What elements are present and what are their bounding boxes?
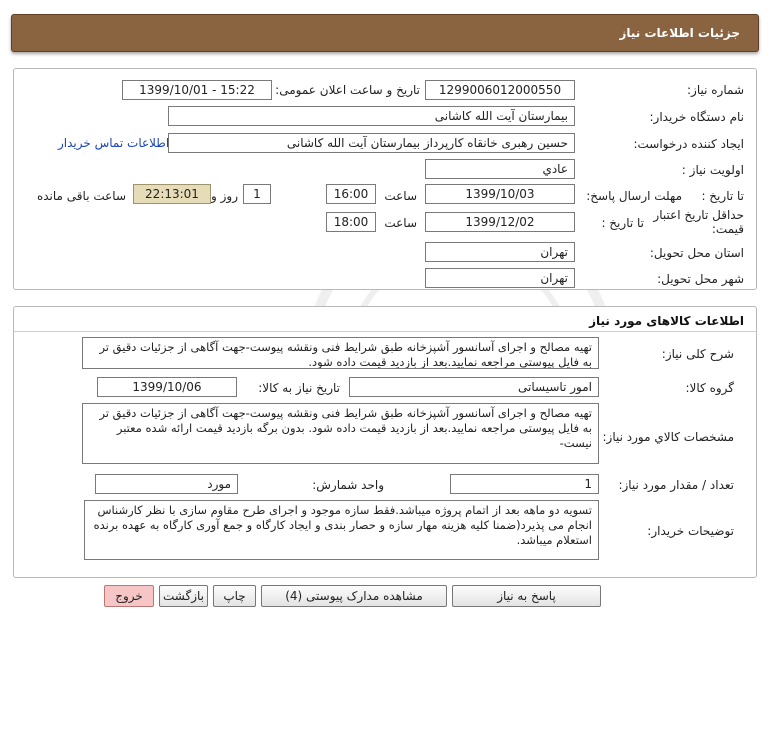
buyer-org-field: بیمارستان آیت الله کاشانی	[168, 106, 575, 126]
goods-section-title: اطلاعات کالاهای مورد نیاز	[589, 314, 744, 328]
send-to-date-label: تا تاریخ :	[701, 189, 744, 203]
goods-divider	[14, 331, 756, 332]
page-header	[11, 14, 759, 52]
days-label: روز و	[211, 189, 238, 203]
buyer-notes-field: تسویه دو ماهه بعد از اتمام پروژه میباشد.فقط سازه موجود و اجرای طرح مقاوم سازی با نظر کارشناس انجام می پذیرد(ضمنا کلیه هزینه مهار سازه و حصار بندی و ایجاد کارگاه و جمع آوری کارگاه به عهده برنده استعلام میباشد.	[84, 500, 599, 560]
price-time-label: ساعت	[384, 216, 417, 230]
need-date-label: تاریخ نیاز به کالا:	[258, 381, 340, 395]
buyer-contact-link[interactable]: اطلاعات تماس خریدار	[58, 136, 170, 150]
days-field: 1	[243, 184, 271, 204]
creator-label: ایجاد کننده درخواست:	[633, 137, 744, 151]
need-info-panel	[13, 68, 757, 290]
buyer-notes-label: توضیحات خریدار:	[647, 524, 734, 538]
remaining-time-label: ساعت باقی مانده	[36, 189, 126, 203]
price-validity-label: حداقل تاریخ اعتبار قیمت:	[653, 208, 744, 236]
unit-label: واحد شمارش:	[312, 478, 384, 492]
goods-group-label: گروه کالا:	[685, 381, 734, 395]
send-time-field: 16:00	[326, 184, 376, 204]
buyer-org-label: نام دستگاه خریدار:	[649, 110, 744, 124]
reply-button[interactable]: پاسخ به نیاز	[452, 585, 601, 607]
print-button[interactable]: چاپ	[213, 585, 256, 607]
spec-field: تهیه مصالح و اجرای آسانسور آشپزخانه طبق شرایط فنی ونقشه پیوست-جهت آگاهی از جزئیات دقیق تر به فایل پیوستی مراجعه نمایید.بعد از بازدید قیمت داده شود. بدون برگه بازدید قیمت ارائه شده معتبر نیست-	[82, 403, 599, 464]
city-field: تهران	[425, 268, 575, 288]
summary-label: شرح کلی نیاز:	[661, 347, 734, 361]
goods-group-field: امور تاسیساتی	[349, 377, 599, 397]
announce-date-field: 1399/10/01 - 15:22	[122, 80, 272, 100]
need-number-label: شماره نیاز:	[687, 83, 744, 97]
announce-date-label: تاریخ و ساعت اعلان عمومی:	[275, 83, 420, 97]
need-date-field: 1399/10/06	[97, 377, 237, 397]
price-date-field: 1399/12/02	[425, 212, 575, 232]
remaining-time-field: 22:13:01	[133, 184, 211, 204]
page-title: جزئیات اطلاعات نیاز	[619, 26, 740, 40]
send-time-label: ساعت	[384, 189, 417, 203]
city-label: شهر محل تحویل:	[657, 272, 744, 286]
price-to-date-label: تا تاریخ :	[601, 216, 644, 230]
price-time-field: 18:00	[326, 212, 376, 232]
province-label: استان محل تحویل:	[649, 246, 744, 260]
spec-label: مشخصات کالاي مورد نیاز:	[602, 430, 734, 444]
creator-field: حسین رهبری خانقاه کارپرداز بیمارستان آیت الله کاشانی	[168, 133, 575, 153]
qty-field: 1	[450, 474, 599, 494]
unit-field: مورد	[95, 474, 238, 494]
view-attachments-button[interactable]: مشاهده مدارک پیوستی (4)	[261, 585, 447, 607]
send-deadline-label: مهلت ارسال پاسخ:	[586, 189, 682, 203]
priority-label: اولویت نیاز :	[681, 163, 744, 177]
exit-button[interactable]: خروج	[104, 585, 154, 607]
priority-field: عادي	[425, 159, 575, 179]
summary-field: تهیه مصالح و اجرای آسانسور آشپزخانه طبق شرایط فنی ونقشه پیوست-جهت آگاهی از جزئیات دقیق تر به فایل پیوستی مراجعه نمایید.بعد از بازدید قیمت داده شود.	[82, 337, 599, 369]
need-number-field: 1299006012000550	[425, 80, 575, 100]
qty-label: تعداد / مقدار مورد نیاز:	[618, 478, 734, 492]
back-button[interactable]: بازگشت	[159, 585, 208, 607]
send-date-field: 1399/10/03	[425, 184, 575, 204]
province-field: تهران	[425, 242, 575, 262]
